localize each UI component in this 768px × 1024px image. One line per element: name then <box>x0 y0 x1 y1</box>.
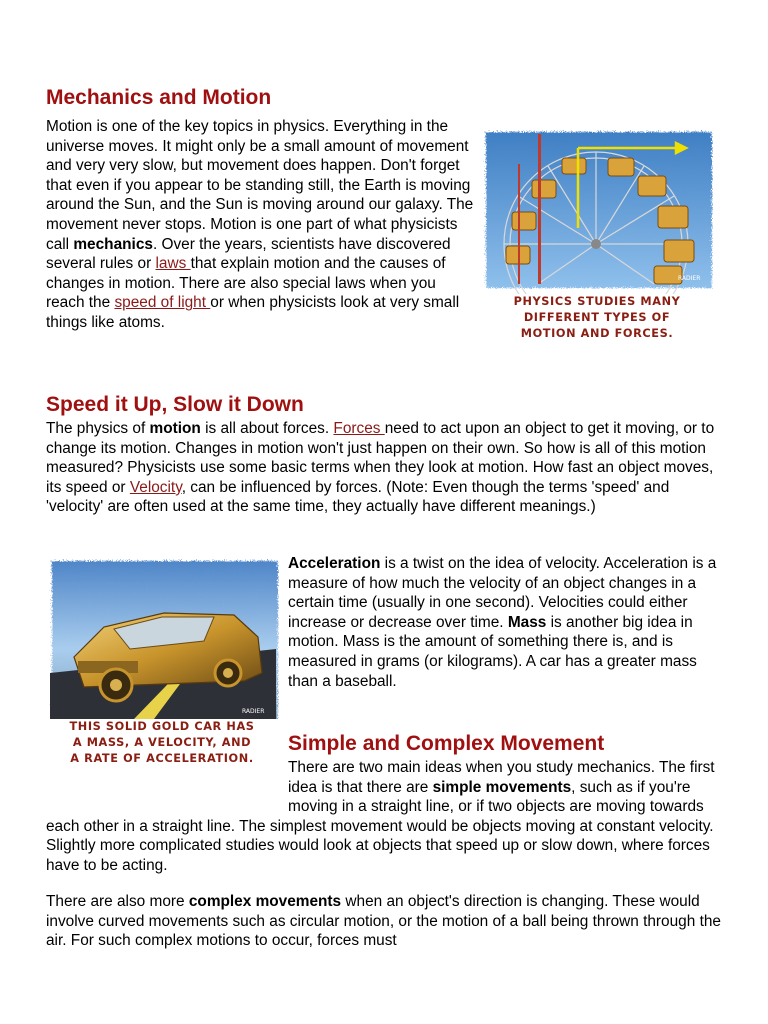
text-run: There are also more <box>46 893 189 910</box>
caption-line: THIS SOLID GOLD CAR HAS <box>69 720 255 733</box>
bold-complex-movements: complex movements <box>188 893 342 910</box>
figure-caption <box>478 294 716 342</box>
text-run: when an object's direction is changing. These would involve curved movements such as circular motion, or the motion of a ball being thrown through the air. For such complex motions to occur, forces must <box>46 893 721 950</box>
caption-line: MOTION AND FORCES. <box>520 327 674 340</box>
ferris-wheel-figure <box>478 124 716 342</box>
text-run: need to act upon an object to get it moving, or to change its motion. Changes in motion won't just happen on their own. So how is all of this motion measured? Physicists use some basic terms when they look at motion. How fast an object moves, its speed or <box>46 420 715 496</box>
text-run: is another big idea in motion. Mass is the amount of something there is, and is measured in grams (or kilograms). A car has a greater mass than a baseball. <box>288 613 697 690</box>
text-run: The physics of <box>46 420 150 437</box>
heading-simple-and-complex: Simple and Complex Movement <box>288 732 605 755</box>
paragraph-complex-movements <box>46 892 722 951</box>
caption-line: DIFFERENT TYPES OF <box>523 311 671 324</box>
bold-simple-movements: simple movements <box>432 778 572 796</box>
text-run: that explain motion and the causes of changes in motion. There are also special laws when you reach the <box>46 255 446 312</box>
bold-mechanics: mechanics <box>73 235 153 253</box>
paragraph-simple-movements <box>46 758 722 876</box>
paragraph-mechanics <box>46 117 476 333</box>
text-run: is a twist on the idea of velocity. Acceleration is a measure of how much the velocity of an object changes in a certain time (usually in one second). Velocities could either increase or decrease over time. <box>288 555 717 631</box>
text-run: , can be influenced by forces. (Note: Even though the terms 'speed' and 'velocity' are often used at the same time, they actually have different meanings.) <box>46 478 670 516</box>
text-run: There are two main ideas when you study mechanics. The first idea is that there are <box>288 759 715 796</box>
heading-speed-it-up: Speed it Up, Slow it Down <box>46 393 304 416</box>
text-run: is all about forces. <box>200 420 334 437</box>
caption-line: PHYSICS STUDIES MANY <box>513 295 681 308</box>
text-run: . Over the years, scientists have discovered several rules or <box>46 235 451 273</box>
bold-motion: motion <box>149 420 201 437</box>
paragraph-acceleration <box>288 554 718 691</box>
spacer <box>46 758 288 798</box>
text-run: Motion is one of the key topics in physics. Everything in the universe moves. It might only be a small amount of movement and very very slow, but movement does happen. Don't forget that even if you appear to be standing still, the Earth is moving around the Sun, and the Sun is moving around our galaxy. The movement never stops. Motion is one part of what physicists call <box>46 118 474 253</box>
link-forces[interactable]: Forces <box>333 420 385 437</box>
link-laws[interactable]: laws <box>155 255 191 273</box>
text-run: or when physicists look at very small things like atoms. <box>46 294 460 331</box>
caption-line: A MASS, A VELOCITY, AND <box>72 736 252 749</box>
caption-line: A RATE OF ACCELERATION. <box>70 752 254 765</box>
heading-mechanics-and-motion: Mechanics and Motion <box>46 86 272 109</box>
link-velocity[interactable]: Velocity <box>129 478 182 496</box>
gold-car-figure <box>44 553 280 767</box>
bold-mass: Mass <box>507 613 547 631</box>
link-speed-of-light[interactable]: speed of light <box>114 294 211 312</box>
bold-acceleration: Acceleration <box>288 555 381 572</box>
ferris-wheel-image <box>478 124 716 294</box>
gold-car-image <box>44 553 280 719</box>
paragraph-speed <box>46 419 722 517</box>
figure-credit: RADIER <box>678 275 701 282</box>
figure-credit: RADIER <box>242 708 265 715</box>
text-run: , such as if you're moving in a straight line, or if two objects are moving towards each other in a straight line. The simplest movement would be objects moving at constant velocity. Slightly more complicated studies would look at objects that speed up or slow down, where forces have to be acting. <box>46 778 714 874</box>
